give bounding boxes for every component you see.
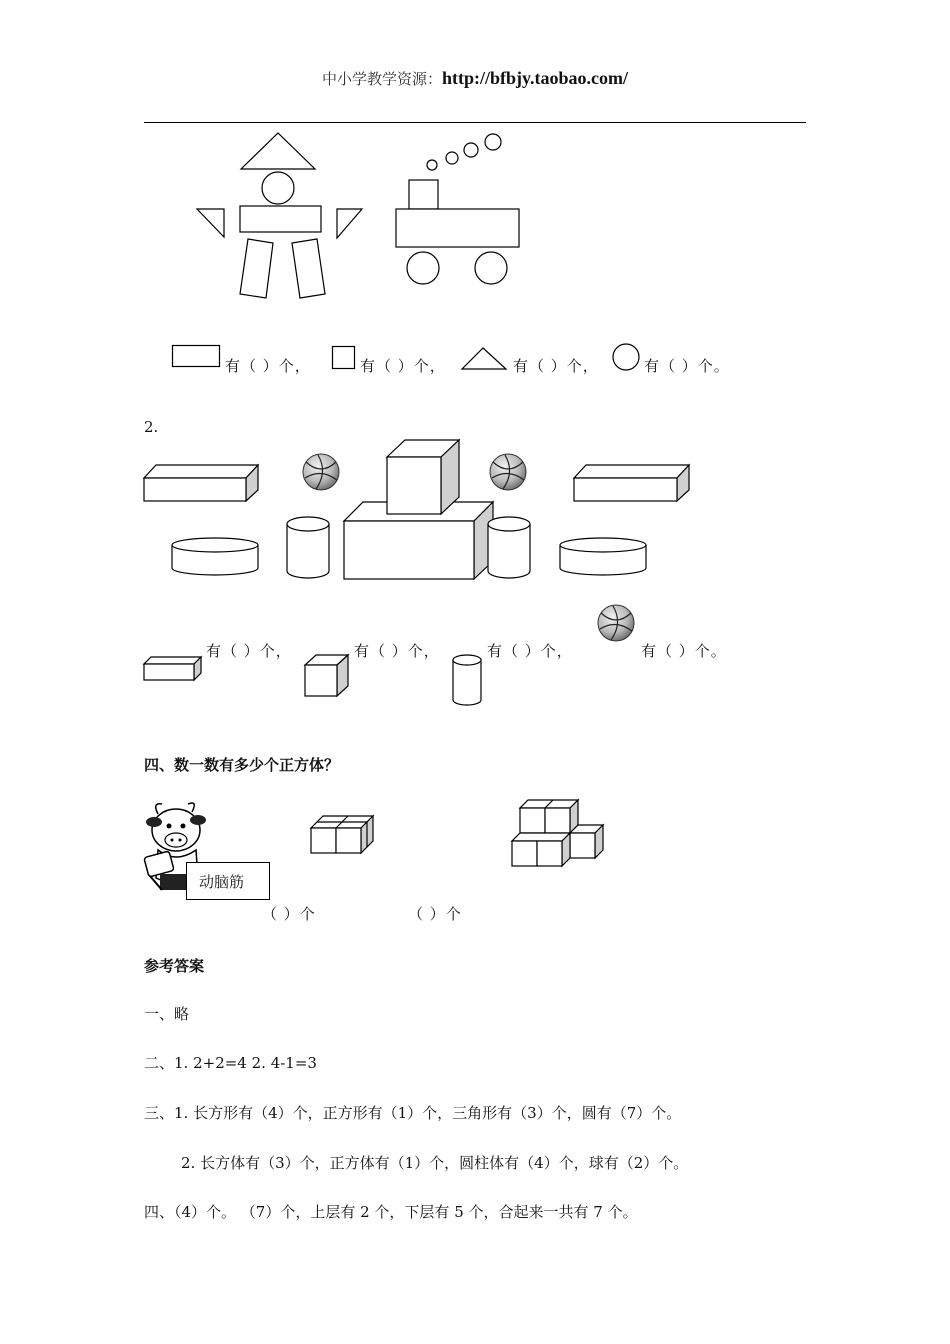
section4-blank-a: （ ）个	[262, 905, 316, 923]
brain-teaser-box	[186, 862, 270, 900]
q1-circle-count: 有（ ）个。	[644, 357, 730, 375]
cylinder-icon	[452, 654, 484, 708]
header-url: http://bfbjy.taobao.com/	[442, 68, 629, 88]
q2-cube-count: 有（ ）个，	[354, 642, 440, 660]
answer-line-1: 一、略	[144, 1005, 190, 1023]
section4-blank-b: （ ）个	[408, 905, 462, 923]
answer-line-4: 2. 长方体有（3）个，正方体有（1）个，圆柱体有（4）个，球有（2）个。	[181, 1154, 689, 1172]
q1-rectangle-count: 有（ ）个，	[225, 357, 311, 375]
q2-sphere-count: 有（ ）个。	[641, 642, 727, 660]
answer-line-2: 二、1. 2+2=4 2. 4-1=3	[144, 1054, 317, 1072]
answer-line-3: 三、1. 长方形有（4）个，正方形有（1）个，三角形有（3）个，圆有（7）个。	[144, 1104, 682, 1122]
solids-scene	[0, 0, 950, 600]
q2-cuboid-count: 有（ ）个，	[206, 642, 292, 660]
header-prefix: 中小学教学资源：	[321, 70, 442, 88]
q2-cylinder-count: 有（ ）个，	[487, 642, 573, 660]
brain-teaser-label: 动脑筋	[199, 873, 245, 891]
cube-icon	[305, 654, 351, 700]
cuboid-icon	[144, 656, 204, 682]
answer-line-5: 四、（4）个。 （7）个，上层有 2 个，下层有 5 个，合起来一共有 7 个。	[144, 1203, 638, 1221]
q2-label: 2.	[144, 418, 159, 436]
sphere-icon	[597, 604, 637, 644]
q1-triangle-count: 有（ ）个，	[513, 357, 599, 375]
answers-title: 参考答案	[144, 957, 205, 975]
q1-square-count: 有（ ）个，	[360, 357, 446, 375]
cube-stack-b	[505, 798, 615, 870]
cube-stack-a	[305, 808, 385, 858]
section4-title: 四、数一数有多少个正方体？	[144, 756, 340, 774]
